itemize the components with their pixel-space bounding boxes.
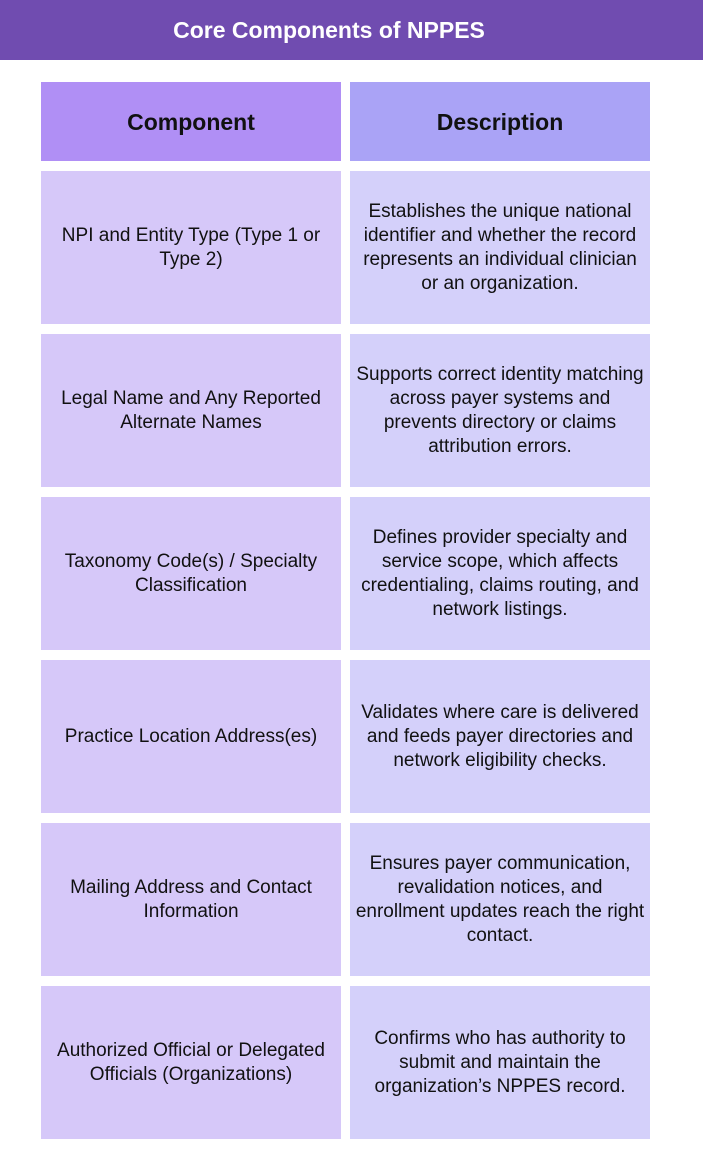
component-cell: NPI and Entity Type (Type 1 or Type 2) (41, 171, 341, 324)
page-title: Core Components of NPPES (173, 16, 485, 43)
description-cell: Establishes the unique national identifier and whether the record represents an individual clinician or an organization. (350, 171, 650, 324)
component-cell: Legal Name and Any Reported Alternate Names (41, 334, 341, 487)
component-cell: Mailing Address and Contact Information (41, 823, 341, 976)
column-header-component: Component (41, 82, 341, 161)
components-table (41, 82, 650, 1139)
column-header-description: Description (350, 82, 650, 161)
description-cell: Validates where care is delivered and feeds payer directories and network eligibility checks. (350, 660, 650, 813)
component-cell: Authorized Official or Delegated Officials (Organizations) (41, 986, 341, 1139)
description-cell: Supports correct identity matching across payer systems and prevents directory or claims attribution errors. (350, 334, 650, 487)
description-cell: Confirms who has authority to submit and maintain the organization’s NPPES record. (350, 986, 650, 1139)
component-cell: Taxonomy Code(s) / Specialty Classification (41, 497, 341, 650)
title-banner (0, 0, 703, 60)
description-cell: Ensures payer communication, revalidation notices, and enrollment updates reach the right contact. (350, 823, 650, 976)
description-cell: Defines provider specialty and service scope, which affects credentialing, claims routing, and network listings. (350, 497, 650, 650)
component-cell: Practice Location Address(es) (41, 660, 341, 813)
